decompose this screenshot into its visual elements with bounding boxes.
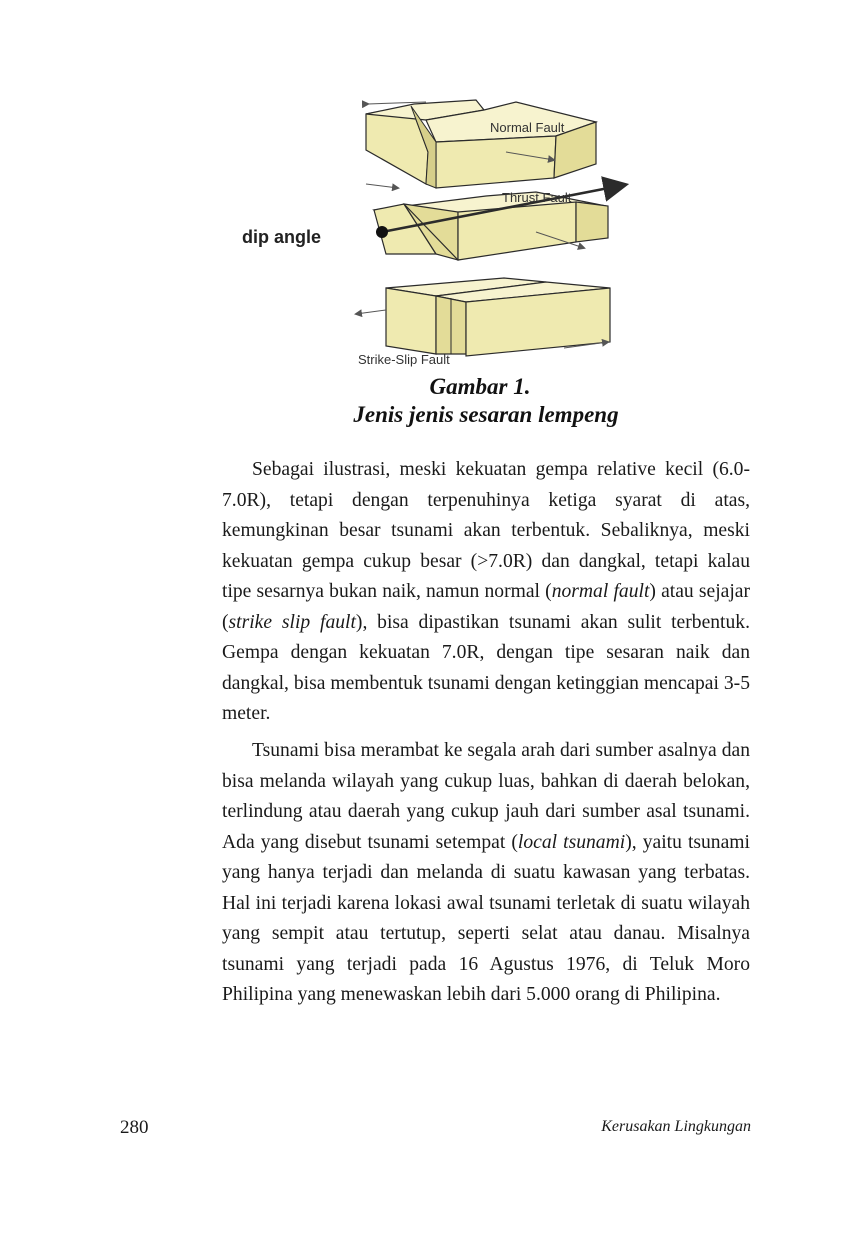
fault-diagram — [236, 92, 636, 372]
normal-fault-block — [366, 100, 596, 188]
thrust-fault-label: Thrust Fault — [502, 190, 572, 205]
strike-slip-fault-label: Strike-Slip Fault — [358, 352, 450, 367]
normal-fault-label: Normal Fault — [490, 120, 565, 135]
running-title: Kerusakan Lingkungan — [601, 1118, 751, 1135]
para1-text-2: ) atau sejajar ( — [222, 581, 750, 633]
fault-types-figure — [236, 92, 636, 372]
para2-term-local-tsunami: local tsunami — [517, 831, 626, 853]
para1-text-1: Sebagai ilustrasi, meski kekuatan gempa relative kecil (6.0-7.0R), tetapi dengan terpenuhinya ketiga syarat di atas, kemungkinan besar tsunami akan terbentuk. Sebaliknya, meski kekuatan gempa cukup besar (>7.0R) dan dangkal, tetapi kalau tipe sesarnya bukan naik, namun normal ( — [222, 459, 750, 602]
dip-angle-label: dip angle — [242, 227, 322, 247]
figure-caption-title: Jenis jenis sesaran lempeng — [353, 402, 619, 427]
para1-term-strike-slip: strike slip fault — [228, 611, 356, 633]
strike-slip-fault-block — [356, 278, 610, 367]
page-number: 280 — [120, 1117, 149, 1138]
para1-text-3: ), bisa dipastikan tsunami akan sulit terbentuk. Gempa dengan kekuatan 7.0R, dengan tipe sesaran naik dan dangkal, bisa membentuk tsunami dengan ketinggian mencapai 3-5 meter. — [222, 611, 750, 724]
paragraph-1 — [222, 455, 750, 730]
figure-caption-number: Gambar 1. — [429, 374, 531, 399]
para1-term-normal-fault: normal fault — [551, 581, 650, 602]
paragraph-2 — [222, 736, 750, 1011]
para2-text-2: ), yaitu tsunami yang hanya terjadi dan melanda di suatu kawasan yang terbatas. Hal ini terjadi karena lokasi awal tsunami terletak di suatu wilayah yang sempit atau tertutup, seperti selat atau danau. Misalnya tsunami yang terjadi pada 16 Agustus 1976, di Teluk Moro Philipina yang menewaskan lebih dari 5.000 orang di Philipina. — [222, 831, 750, 1005]
thrust-fault-block — [242, 184, 624, 260]
para2-text-1: Tsunami bisa merambat ke segala arah dari sumber asalnya dan bisa melanda wilayah yang cukup luas, bahkan di daerah belokan, terlindung atau daerah yang cukup jauh dari sumber asal tsunami. Ada yang disebut tsunami setempat ( — [222, 740, 750, 853]
